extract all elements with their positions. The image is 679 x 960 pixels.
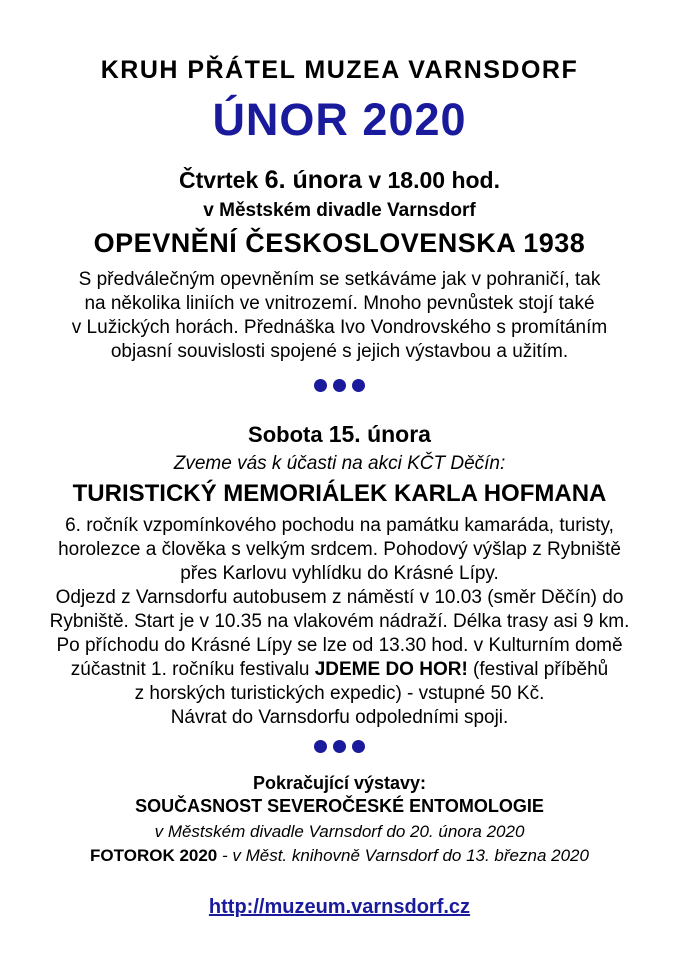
website-link[interactable]: http://muzeum.varnsdorf.cz — [208, 896, 471, 918]
dot — [352, 379, 365, 392]
organization-heading: KRUH PŘÁTEL MUZEA VARNSDORF — [100, 56, 579, 84]
dot — [333, 740, 346, 753]
month-heading: ÚNOR 2020 — [212, 94, 467, 145]
description-line: Po příchodu do Krásné Lípy se lze od 13.30 hod. v Kulturním domě — [56, 635, 623, 656]
event1-day: Čtvrtek — [179, 167, 259, 193]
description-line — [0, 658, 679, 682]
description-line: na několika liniích ve vnitrozemí. Mnoho pevnůstek stojí také — [84, 293, 595, 314]
dot — [333, 379, 346, 392]
exhibition2-venue: - v Měst. knihovně Varnsdorf do 13. března 2020 — [217, 846, 589, 865]
event1-time: v 18.00 hod. — [368, 167, 500, 193]
description-line: horolezce a člověka s velkým srdcem. Pohodový výšlap z Rybniště — [58, 539, 621, 560]
event1-venue: v Městském divadle Varnsdorf — [203, 200, 476, 221]
description-line: přes Karlovu vyhlídku do Krásné Lípy. — [180, 563, 499, 584]
event1-date: 6. února — [264, 166, 362, 194]
separator-dots-icon — [0, 740, 679, 756]
dot — [314, 740, 327, 753]
description-line: Rybniště. Start je v 10.35 na vlakovém nádraží. Délka trasy asi 9 km. — [49, 611, 630, 632]
exhibition2-title: FOTOROK 2020 — [90, 846, 218, 865]
description-line: S předválečným opevněním se setkáváme jak v pohraničí, tak — [78, 269, 601, 290]
dot — [314, 379, 327, 392]
event1-title: OPEVNĚNÍ ČESKOSLOVENSKA 1938 — [93, 228, 586, 258]
description-line: Návrat do Varnsdorfu odpoledními spoji. — [170, 707, 509, 728]
separator-dots-icon — [0, 379, 679, 395]
exhibition2-line — [0, 846, 679, 866]
event2-title: TURISTICKÝ MEMORIÁLEK KARLA HOFMANA — [72, 480, 607, 507]
festival-name: JDEME DO HOR! — [314, 659, 468, 680]
description-line: 6. ročník vzpomínkového pochodu na památku kamaráda, turisty, — [65, 515, 614, 536]
event2-day: Sobota — [248, 422, 323, 447]
event1-description — [0, 268, 679, 364]
event2-date: 15. února — [328, 421, 431, 447]
event1-date-line — [0, 166, 679, 195]
event2-description — [0, 514, 679, 730]
description-line: z horských turistických expedic) - vstupné 50 Kč. — [134, 683, 545, 704]
exhibition1-title: SOUČASNOST SEVEROČESKÉ ENTOMOLOGIE — [135, 796, 544, 816]
line-text: (festival příběhů — [467, 659, 609, 680]
event2-date-line — [0, 421, 679, 448]
event2-invite: Zveme vás k účasti na akci KČT Děčín: — [173, 453, 506, 474]
description-line: v Lužických horách. Přednáška Ivo Vondrovského s promítáním — [71, 317, 608, 338]
description-line: Odjezd z Varnsdorfu autobusem z náměstí v 10.03 (směr Děčín) do — [55, 587, 624, 608]
description-line: objasní souvislosti spojené s jejich výstavbou a užitím. — [110, 341, 569, 362]
dot — [352, 740, 365, 753]
exhibitions-label: Pokračující výstavy: — [252, 773, 427, 793]
line-text: zúčastnit 1. ročníku festivalu — [70, 659, 315, 680]
exhibition1-venue: v Městském divadle Varnsdorf do 20. února 2020 — [154, 822, 525, 841]
